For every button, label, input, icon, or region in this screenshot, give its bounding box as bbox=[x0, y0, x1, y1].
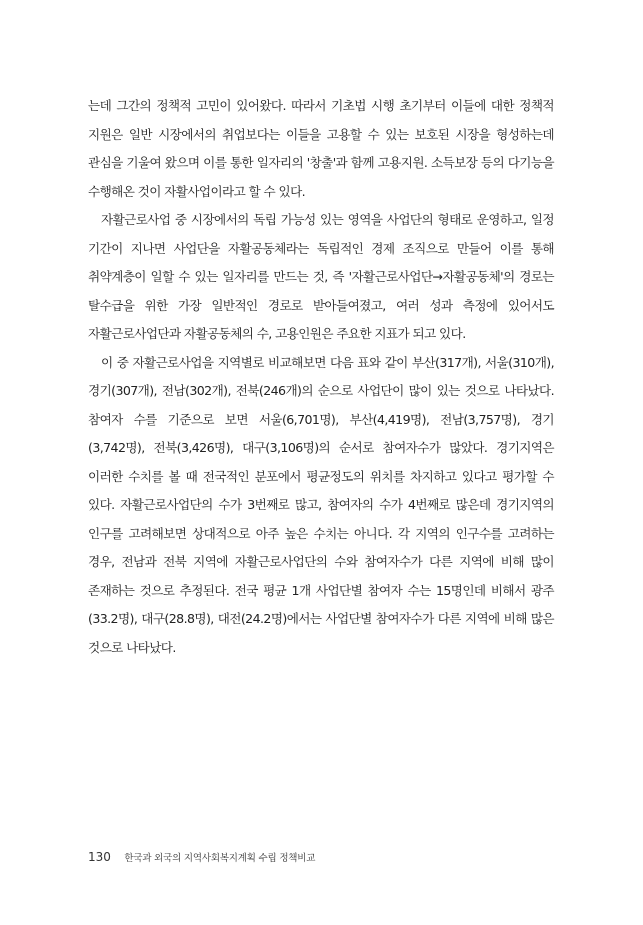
page-number: 130 bbox=[88, 850, 111, 864]
running-title: 한국과 외국의 지역사회복지계획 수립 정책비교 bbox=[124, 853, 316, 864]
paragraph-regional-comparison: 이 중 자활근로사업을 지역별로 비교해보면 다음 표와 같이 부산(317개), 서울(310개), 경기(307개), 전남(302개), 전북(246개)의 순으로 사업단이 많이 있는 것으로 나타났다. 참여자 수를 기준으로 보면 서울(6,701명), 부산(4,419명), 전남(3,757명), 경기(3,742명), 전북(3,426명), 대구(3,106명)의 순서로 참여자수가 많았다. 경기지역은 이러한 수치를 볼 때 전국적인 분포에서 평균정도의 위치를 차지하고 있다고 평가할 수 있다. 자활근로사업단의 수가 3번째로 많고, 참여자의 수가 4번째로 많은데 경기지역의 인구를 고려해보면 상대적으로 아주 높은 수치는 아니다. 각 지역의 인구수를 고려하는 경우, 전남과 전북 지역에 자활근로사업단의 수와 참여자수가 다른 지역에 비해 많이 존재하는 것으로 추정된다. 전국 평균 1개 사업단별 참여자 수는 15명인데 비해서 광주(33.2명), 대구(28.8명), 대전(24.2명)에서는 사업단별 참여자수가 다른 지역에 비해 많은 것으로 나타났다. bbox=[88, 354, 554, 655]
page-body bbox=[88, 92, 554, 662]
page-footer bbox=[88, 850, 315, 864]
paragraph-continuation: 는데 그간의 정책적 고민이 있어왔다. 따라서 기초법 시행 초기부터 이들에 대한 정책적 지원은 일반 시장에서의 취업보다는 이들을 고용할 수 있는 보호된 시장을 형성하는데 관심을 기울여 왔으며 이를 통한 일자리의 '창출'과 함께 고용지원. 소득보장 등의 다기능을 수행해온 것이 자활사업이라고 할 수 있다. bbox=[88, 98, 554, 199]
paragraph-self-support-pathway: 자활근로사업 중 시장에서의 독립 가능성 있는 영역을 사업단의 형태로 운영하고, 일정 기간이 지나면 사업단을 자활공동체라는 독립적인 경제 조직으로 만들어 이를 통해 취약계층이 일할 수 있는 일자리를 만드는 것, 즉 '자활근로사업단→자활공동체'의 경로는 탈수급을 위한 가장 일반적인 경로로 받아들여졌고, 여러 성과 측정에 있어서도 자활근로사업단과 자활공동체의 수, 고용인원은 주요한 지표가 되고 있다. bbox=[88, 212, 554, 341]
